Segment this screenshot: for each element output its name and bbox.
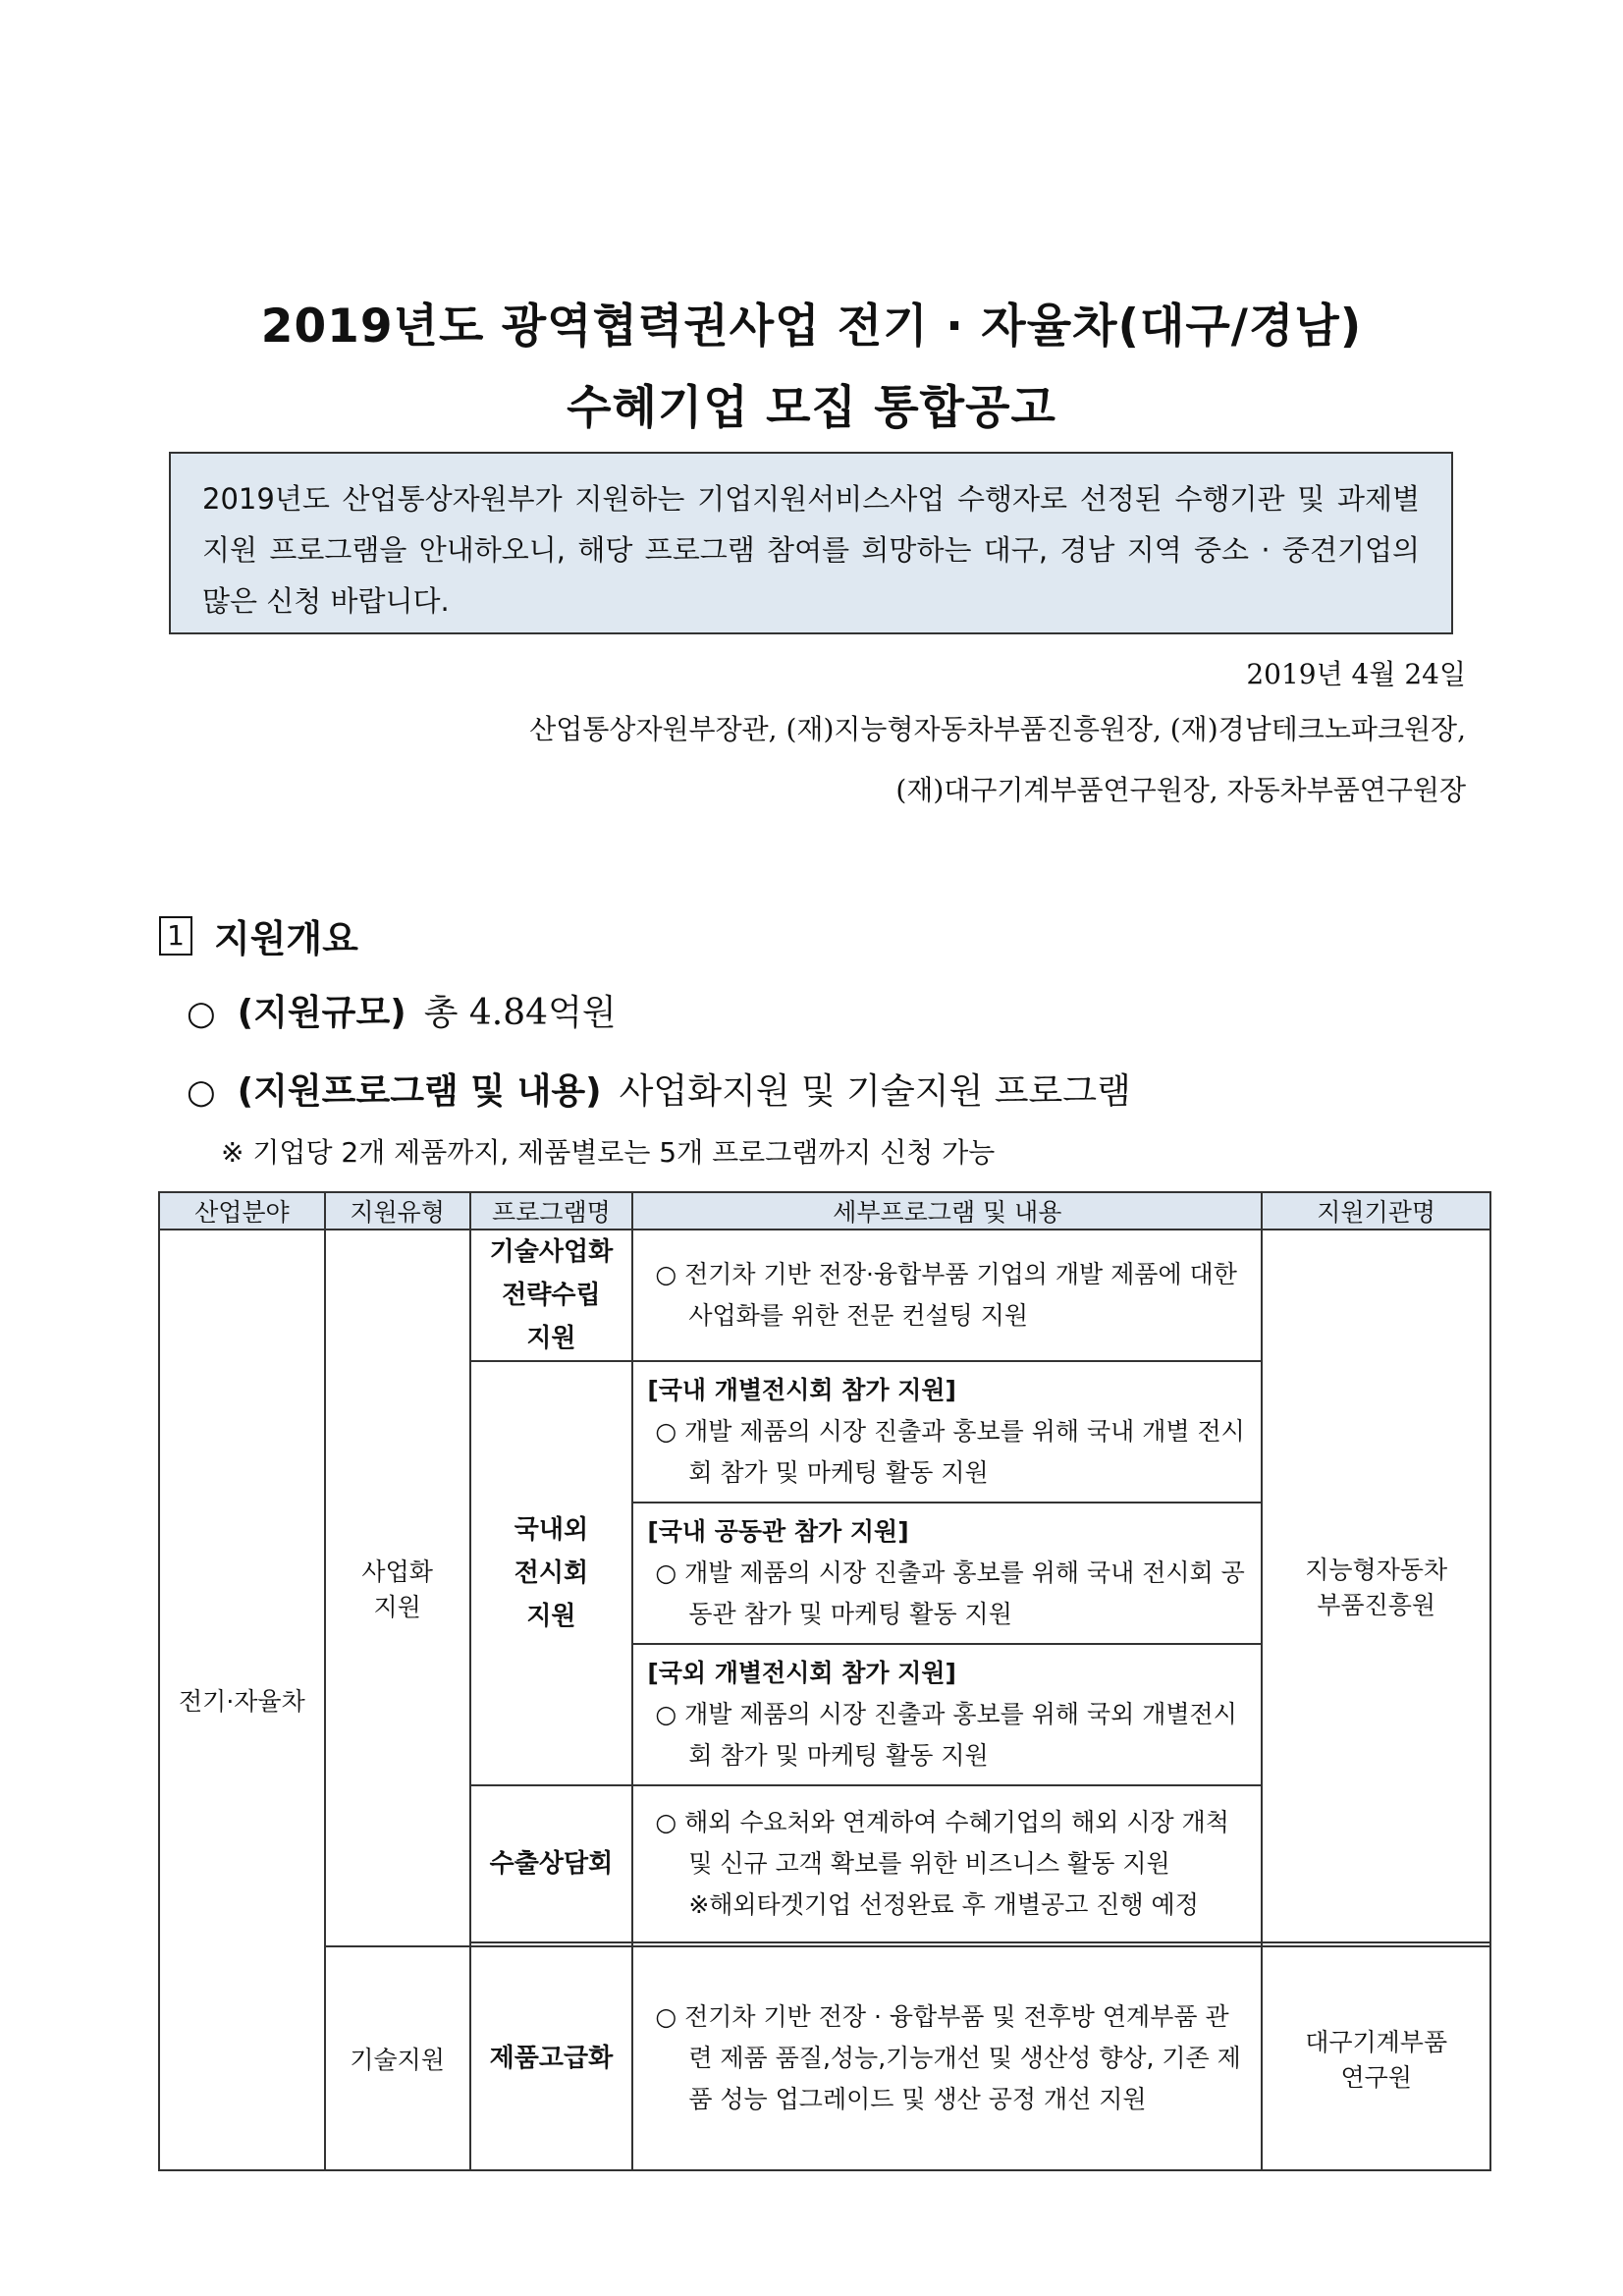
detail-strategy-text: ○ 전기차 기반 전장·융합부품 기업의 개발 제품에 대한 사업화를 위한 전문 컨설팅 지원 — [655, 1260, 1237, 1330]
header-agency: 지원기관명 — [1262, 1192, 1490, 1230]
bullet-label: (지원프로그램 및 내용) — [237, 1071, 602, 1112]
organizations-line2: (재)대구기계부품연구원장, 자동차부품연구원장 — [895, 774, 1466, 806]
program-exhibition-cell: 국내외 전시회 지원 — [470, 1361, 633, 1785]
header-program: 프로그램명 — [470, 1192, 633, 1230]
organizations-line1: 산업통상자원부장관, (재)지능형자동차부품진흥원장, (재)경남테크노파크원장, — [529, 713, 1466, 745]
program-export-cell: 수출상담회 — [470, 1785, 633, 1942]
bullet-label: (지원규모) — [237, 993, 406, 1033]
agency-commercial-cell: 지능형자동차 부품진흥원 — [1262, 1230, 1490, 1942]
detail-export-cell — [632, 1785, 1262, 1942]
detail-domestic-individual-text: ○ 개발 제품의 시장 진출과 홍보를 위해 국내 개별 전시회 참가 및 마케팅 활동 지원 — [655, 1417, 1245, 1487]
bullet-support-scale — [187, 985, 617, 1035]
program-strategy-cell: 기술사업화 전략수립 지원 — [470, 1230, 633, 1361]
table-row — [159, 1946, 1490, 2170]
detail-domestic-joint-title: [국내 공동관 참가 지원] — [647, 1517, 909, 1546]
detail-overseas-individual-title: [국외 개별전시회 참가 지원] — [647, 1659, 956, 1687]
detail-export-note: ※해외타겟기업 선정완료 후 개별공고 진행 예정 — [688, 1890, 1199, 1919]
agency-technical-cell: 대구기계부품 연구원 — [1262, 1946, 1490, 2170]
detail-domestic-joint-text: ○ 개발 제품의 시장 진출과 홍보를 위해 국내 전시회 공동관 참가 및 마케팅 활동 지원 — [655, 1558, 1245, 1628]
section-number-box: 1 — [159, 916, 192, 956]
detail-domestic-individual-cell — [632, 1361, 1262, 1503]
detail-upgrade-cell — [632, 1946, 1262, 2170]
section-title: 지원개요 — [214, 917, 358, 960]
type-technical-cell: 기술지원 — [325, 1946, 470, 2170]
industry-cell: 전기·자율차 — [159, 1230, 325, 2170]
table-row — [159, 1230, 1490, 1361]
detail-export-text: ○ 해외 수요처와 연계하여 수혜기업의 해외 시장 개척 및 신규 고객 확보를 위한 비즈니스 활동 지원 — [655, 1808, 1229, 1878]
detail-overseas-individual-text: ○ 개발 제품의 시장 진출과 홍보를 위해 국외 개별전시회 참가 및 마케팅 활동 지원 — [655, 1700, 1237, 1770]
program-upgrade-cell: 제품고급화 — [470, 1946, 633, 2170]
detail-overseas-individual-cell — [632, 1644, 1262, 1785]
bullet-text: 총 4.84억원 — [423, 993, 617, 1033]
section-heading — [159, 908, 358, 962]
header-detail: 세부프로그램 및 내용 — [632, 1192, 1262, 1230]
detail-domestic-joint-cell — [632, 1503, 1262, 1644]
bullet-marker: ○ — [187, 1072, 216, 1112]
document-title-line1: 2019년도 광역협력권사업 전기 · 자율차(대구/경남) — [260, 300, 1363, 354]
detail-strategy-cell — [632, 1230, 1262, 1361]
bullet-support-program — [187, 1064, 1131, 1114]
document-title-line2: 수혜기업 모집 통합공고 — [567, 381, 1056, 435]
header-industry: 산업분야 — [159, 1192, 325, 1230]
application-note: ※ 기업당 2개 제품까지, 제품별로는 5개 프로그램까지 신청 가능 — [221, 1136, 996, 1169]
intro-box: 2019년도 산업통상자원부가 지원하는 기업지원서비스사업 수행자로 선정된 수행기관 및 과제별 지원 프로그램을 안내하오니, 해당 프로그램 참여를 희망하는 대구, 경남 지역 중소 · 중견기업의 많은 신청 바랍니다. — [169, 452, 1453, 634]
bullet-text: 사업화지원 및 기술지원 프로그램 — [619, 1071, 1131, 1112]
detail-domestic-individual-title: [국내 개별전시회 참가 지원] — [647, 1376, 956, 1404]
type-commercial-cell: 사업화 지원 — [325, 1230, 470, 1946]
header-type: 지원유형 — [325, 1192, 470, 1230]
table-header-row — [159, 1192, 1490, 1230]
detail-upgrade-text: ○ 전기차 기반 전장 · 융합부품 및 전후방 연계부품 관련 제품 품질,성능,기능개선 및 생산성 향상, 기존 제품 성능 업그레이드 및 생산 공정 개선 지원 — [655, 2002, 1241, 2113]
bullet-marker: ○ — [187, 994, 216, 1033]
publish-date: 2019년 4월 24일 — [1246, 658, 1466, 690]
support-program-table — [158, 1191, 1491, 2171]
